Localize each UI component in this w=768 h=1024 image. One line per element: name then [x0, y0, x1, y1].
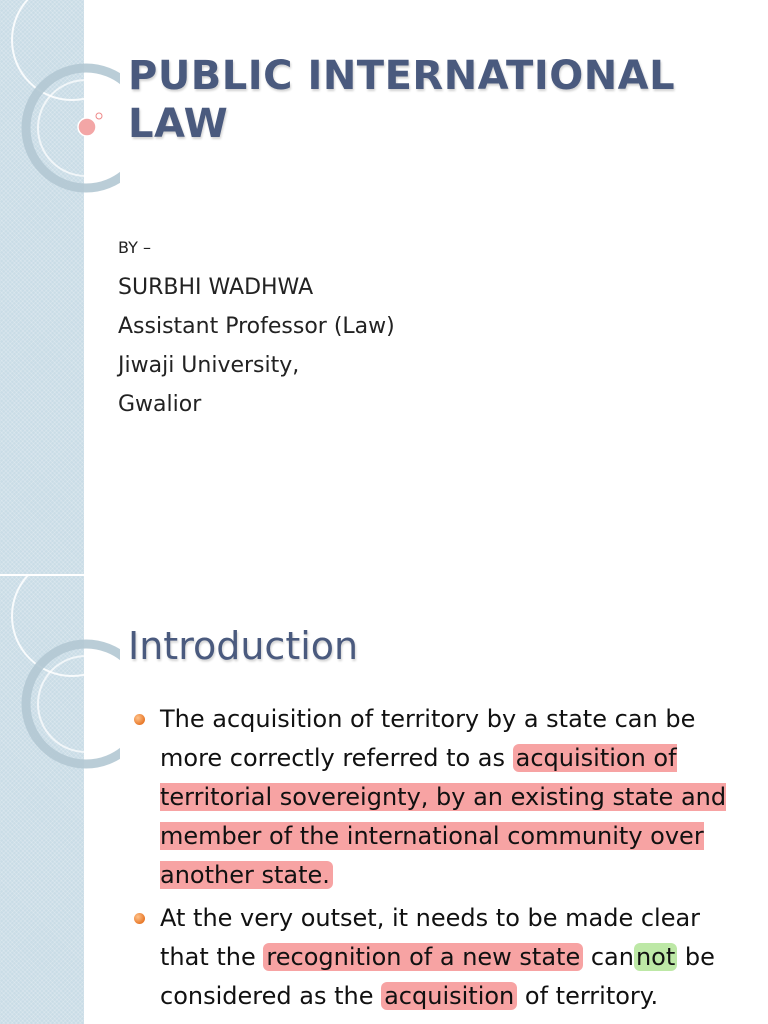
bullet-text: The acquisition of territory by a state can be more correctly referred to as [160, 705, 696, 772]
author-name: SURBHI WADHWA [118, 275, 314, 300]
author-position: Assistant Professor (Law) [118, 314, 395, 339]
author-city: Gwalior [118, 392, 202, 417]
title-line: PUBLIC INTERNATIONAL [128, 53, 676, 99]
bullet-dot-icon [134, 714, 145, 725]
bullet-text: can [583, 943, 634, 971]
slide-sidebar [0, 576, 84, 1024]
author-university: Jiwaji University, [118, 353, 300, 378]
section-title: Introduction [128, 624, 359, 668]
decorative-rings-icon [0, 576, 120, 1024]
by-label: BY – [118, 238, 151, 257]
bullet-dot-icon [134, 913, 145, 924]
highlighted-text: acquisition [381, 982, 517, 1010]
decorative-rings-icon [0, 0, 120, 576]
highlighted-text: recognition of a new state [263, 943, 583, 971]
introduction-slide [0, 576, 768, 1024]
author-block [118, 268, 395, 424]
highlighted-text: not [635, 943, 676, 971]
bullet-text: At the very outset, it needs to be made clear that the [160, 904, 701, 971]
bullet-text: of territory. [517, 982, 659, 1010]
slide-sidebar [0, 0, 84, 576]
list-item [134, 700, 754, 895]
title-line: LAW [128, 101, 229, 147]
page-title [128, 52, 748, 148]
bullet-text: be considered as the [160, 943, 715, 1010]
bullet-list [134, 700, 754, 1020]
highlighted-text: acquisition of territorial sovereignty, by an existing state and member of the international community over another state. [160, 744, 727, 889]
list-item [134, 899, 754, 1016]
